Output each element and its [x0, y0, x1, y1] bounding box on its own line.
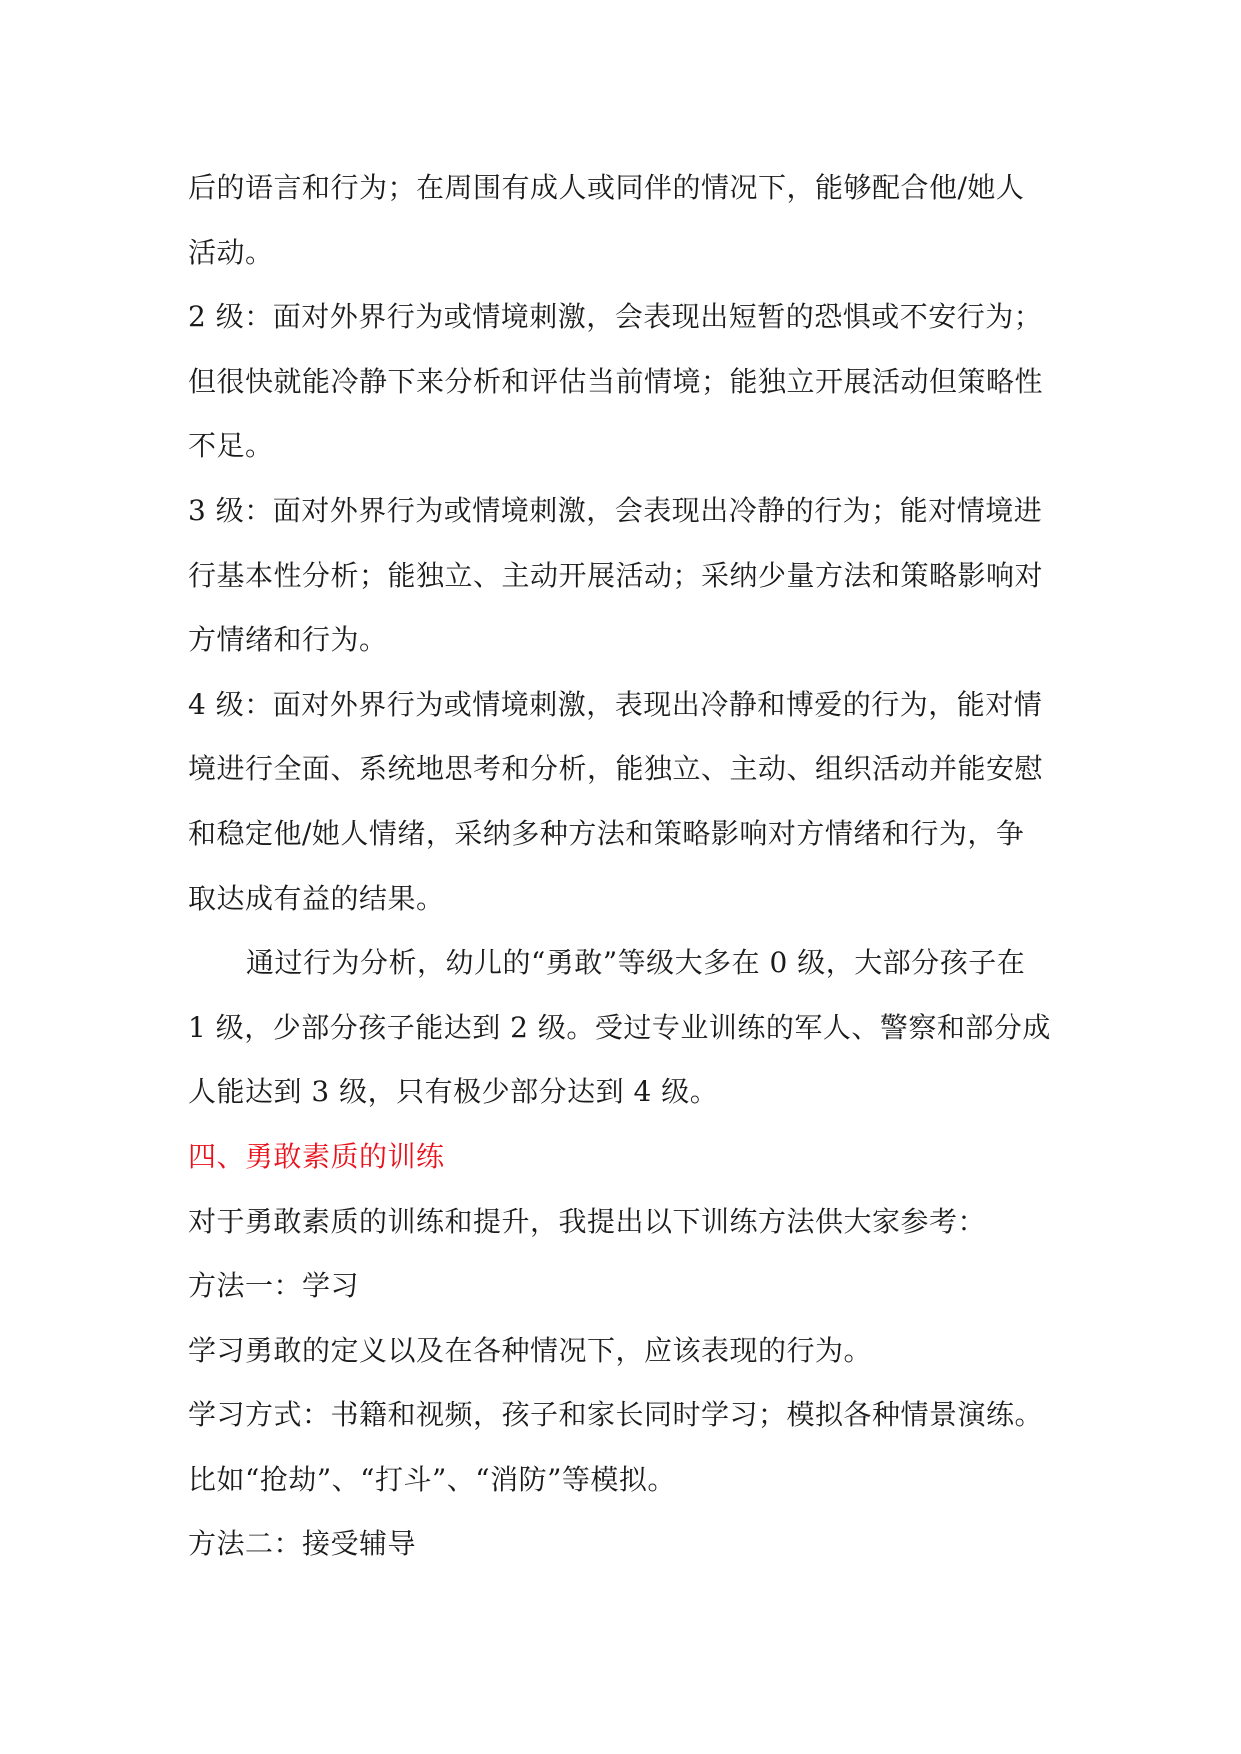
analysis-paragraph-first-line: 通过行为分析，幼儿的“勇敢”等级大多在 0 级，大部分孩子在	[246, 946, 1026, 980]
paragraph-line: 但很快就能冷静下来分析和评估当前情境；能独立开展活动但策略性	[188, 364, 1044, 398]
paragraph-line: 学习方式：书籍和视频，孩子和家长同时学习；模拟各种情景演练。	[188, 1398, 1044, 1432]
level-2-description: 2 级：面对外界行为或情境刺激，会表现出短暂的恐惧或不安行为；	[188, 300, 1043, 334]
paragraph-line: 取达成有益的结果。	[188, 881, 445, 915]
section-heading: 四、勇敢素质的训练	[188, 1139, 445, 1173]
method-two-title: 方法二：接受辅导	[188, 1527, 417, 1561]
paragraph-line: 活动。	[188, 235, 274, 269]
paragraph-line: 和稳定他/她人情绪，采纳多种方法和策略影响对方情绪和行为，争	[188, 816, 1025, 850]
paragraph-line: 境进行全面、系统地思考和分析，能独立、主动、组织活动并能安慰	[188, 752, 1044, 786]
paragraph-line: 学习勇敢的定义以及在各种情况下，应该表现的行为。	[188, 1333, 873, 1367]
paragraph-line: 比如“抢劫”、“打斗”、“消防”等模拟。	[188, 1462, 676, 1496]
paragraph-line: 不足。	[188, 429, 274, 463]
level-4-description: 4 级：面对外界行为或情境刺激，表现出冷静和博爱的行为，能对情	[188, 687, 1043, 721]
paragraph-line: 方情绪和行为。	[188, 623, 388, 657]
paragraph-line: 后的语言和行为；在周围有成人或同伴的情况下，能够配合他/她人	[188, 171, 1025, 204]
paragraph-line: 行基本性分析；能独立、主动开展活动；采纳少量方法和策略影响对	[188, 558, 1044, 592]
level-3-description: 3 级：面对外界行为或情境刺激，会表现出冷静的行为；能对情境进	[188, 493, 1043, 527]
paragraph-line: 1 级，少部分孩子能达到 2 级。受过专业训练的军人、警察和部分成	[188, 1010, 1051, 1044]
section-intro: 对于勇敢素质的训练和提升，我提出以下训练方法供大家参考：	[188, 1204, 987, 1238]
method-one-title: 方法一：学习	[188, 1269, 360, 1303]
paragraph-line: 人能达到 3 级，只有极少部分达到 4 级。	[188, 1075, 719, 1109]
document-body	[188, 156, 1054, 1577]
